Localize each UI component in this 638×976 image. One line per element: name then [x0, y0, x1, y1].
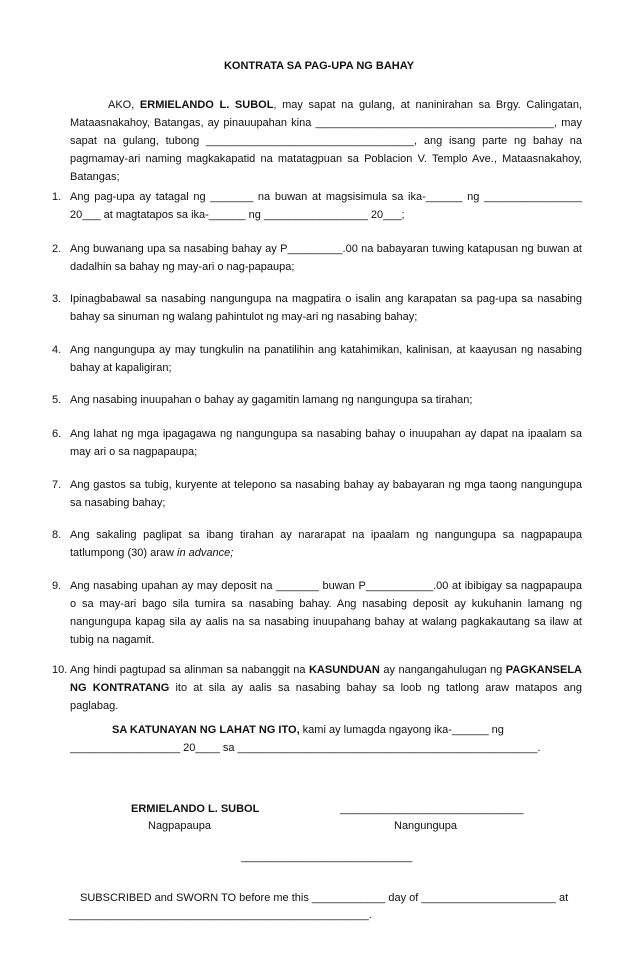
clause-8-italic: in advance;: [177, 547, 234, 559]
clause-text: Ipinagbabawal sa nasabing nangungupa na magpatira o isalin ang karapatan sa pag-upa sa nasabing bahay sa sinuman ng walang pahintulot ng may-ari ng nasabing bahay;: [70, 293, 582, 323]
clause-10-t2: ay nangangahulugan ng: [379, 664, 506, 676]
clause-2: [52, 240, 582, 276]
clause-text: Ang nasabing inuupahan o bahay ay gagamitin lamang ng nangungupa sa tirahan;: [70, 394, 473, 406]
lessor-signature-name: ERMIELANDO L. SUBOL: [131, 803, 260, 815]
clause-text: Ang lahat ng mga ipagagawa ng nangungupa sa nasabing bahay o inuupahan ay dapat na ipaalam sa may ari o sa nagpapaupa;: [70, 428, 582, 458]
intro-text-start: AKO,: [108, 99, 140, 111]
clause-10-b1: KASUNDUAN: [308, 664, 380, 676]
clause-8: [52, 526, 582, 562]
intro-paragraph: [70, 96, 582, 186]
witness-bold: SA KATUNAYAN NG LAHAT NG ITO,: [112, 724, 300, 736]
tenant-role: Nangungupa: [394, 820, 458, 832]
clause-number: 10.: [52, 664, 68, 676]
witness-paragraph: [70, 721, 582, 757]
clause-10: [52, 661, 582, 715]
clause-3: [52, 290, 582, 326]
clause-text: [70, 661, 582, 715]
clause-number: 5.: [52, 394, 62, 406]
notary-line-2: _________________________________________________.: [69, 909, 372, 921]
clause-1: [52, 188, 582, 224]
clause-number: 2.: [52, 243, 62, 255]
clause-text: Ang gastos sa tubig, kuryente at telepono sa nasabing bahay ay babayaran ng mga taong nangungupa sa nasabing bahay;: [70, 479, 582, 509]
witness-signature-line: ____________________________: [241, 851, 413, 863]
clause-number: 1.: [52, 191, 62, 203]
clause-5: [52, 391, 582, 409]
document-title: KONTRATA SA PAG-UPA NG BAHAY: [223, 60, 415, 72]
clause-7: [52, 476, 582, 512]
clause-10-b2: PAGKANSELA NG KONTRATANG: [70, 664, 582, 694]
clause-10-t3: ito at sila ay aalis sa nasabing bahay sa loob ng tatlong araw matapos ang paglabag.: [70, 682, 582, 712]
clause-number: 7.: [52, 479, 62, 491]
tenant-signature-line: ______________________________: [340, 803, 524, 815]
witness-line1: kami ay lumagda ngayong ika-______ ng: [299, 724, 504, 736]
clause-text: Ang nasabing upahan ay may deposit na _______ buwan P___________.00 at ibibigay sa nagpapaupa o sa may-ari bago sila tumira sa nasabing bahay. Ang nasabing deposit ay kukuhanin lamang ng nangungupa kapag sila ay aalis na sa nasabing inuupahang bahay at walang pagkakautang sa ilaw at tubig na nagamit.: [70, 580, 582, 646]
clause-4: [52, 341, 582, 377]
notary-line-1: SUBSCRIBED and SWORN TO before me this ____________ day of ______________________ at: [80, 892, 569, 904]
clause-number: 8.: [52, 529, 62, 541]
lessor-role: Nagpapaupa: [148, 820, 212, 832]
clause-number: 6.: [52, 428, 62, 440]
lessor-name: ERMIELANDO L. SUBOL: [139, 99, 274, 111]
clause-number: 3.: [52, 293, 62, 305]
clause-text: Ang pag-upa ay tatagal ng _______ na buwan at magsisimula sa ika-______ ng ________________ 20___ at magtatapos sa ika-______ ng _________________ 20___;: [70, 191, 582, 221]
clause-text: Ang nangungupa ay may tungkulin na panatilihin ang katahimikan, kalinisan, at kaayusan ng nasabing bahay at kapaligiran;: [70, 344, 582, 374]
clause-text: [70, 526, 582, 562]
clause-6: [52, 425, 582, 461]
clause-10-t1: Ang hindi pagtupad sa alinman sa nabanggit na: [70, 664, 309, 676]
intro-text-rest: , may sapat na gulang, at naninirahan sa Brgy. Calingatan, Mataasnakahoy, Batangas, ay pinauupahan kina _______________________________________, may sapat na gulang, tubong __________________________________, ang isang parte ng bahay na pagmamay-ari naming magkakapatid na matatagpuan sa Poblacion V. Templo Ave., Mataasnakahoy, Batangas;: [70, 99, 582, 183]
clause-number: 9.: [52, 580, 62, 592]
clause-number: 4.: [52, 344, 62, 356]
clause-8-text: Ang sakaling paglipat sa ibang tirahan ay nararapat na ipaalam ng nangungupa sa nagpapaupa tatlumpong (30) araw: [70, 529, 582, 559]
clause-text: Ang buwanang upa sa nasabing bahay ay P_________.00 na babayaran tuwing katapusan ng buwan at dadalhin sa bahay ng may-ari o nag-papaupa;: [70, 243, 582, 273]
clause-9: [52, 577, 582, 649]
witness-line2: __________________ 20____ sa _________________________________________________.: [70, 742, 541, 754]
